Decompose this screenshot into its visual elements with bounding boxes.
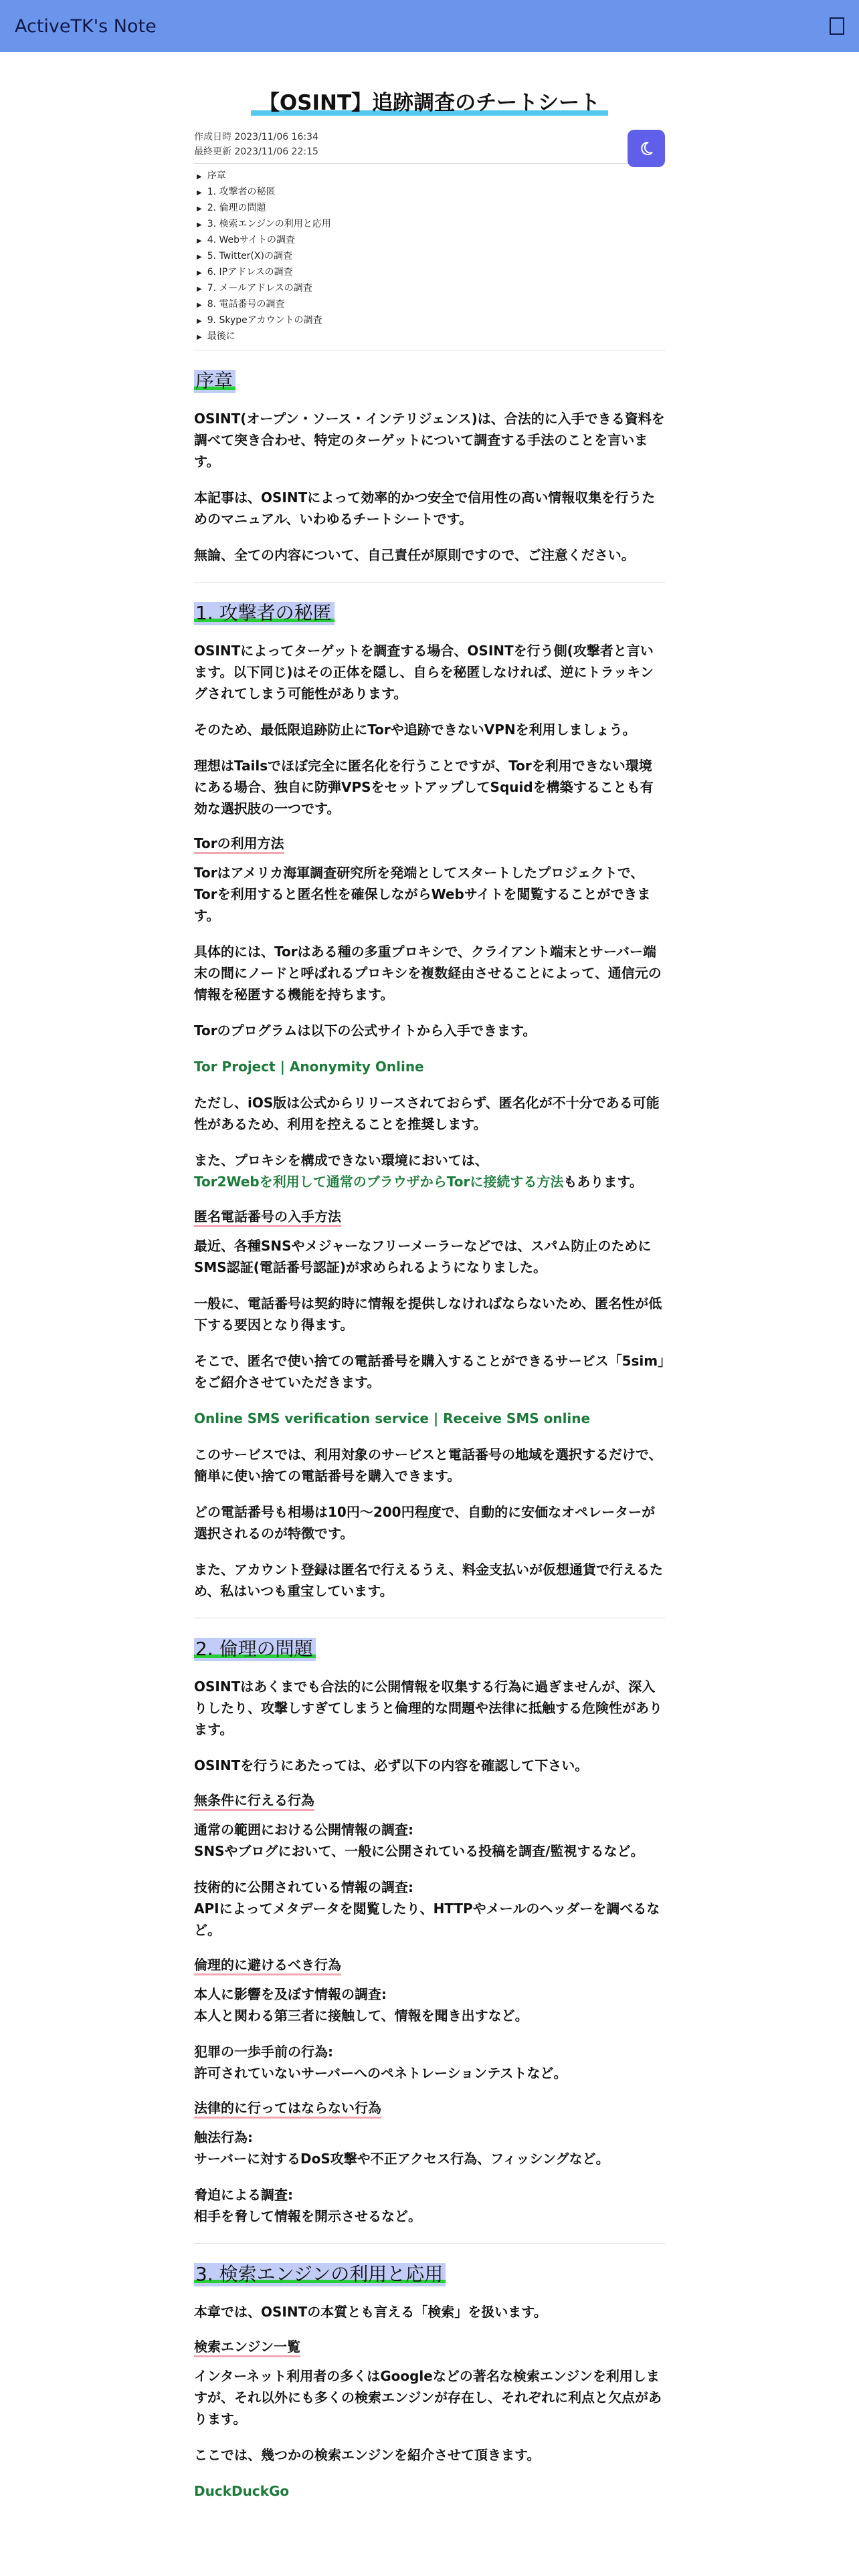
paragraph: 無論、全ての内容について、自己責任が原則ですので、ご注意ください。: [194, 547, 635, 563]
moon-icon: [638, 140, 654, 156]
paragraph: 犯罪の一歩手前の行為: 許可されていないサーバーへのペネトレーションテストなど。: [194, 2044, 567, 2081]
subheading-tor-usage: Torの利用方法: [194, 834, 665, 853]
paragraph: インターネット利用者の多くはGoogleなどの著名な検索エンジンを利用しますが、それ以外にも多くの検索エンジンが存在し、それぞれに利点と欠点があります。: [194, 2368, 662, 2427]
menu-icon[interactable]: [830, 17, 844, 35]
section-heading-attacker-concealment: 1. 攻撃者の秘匿: [194, 600, 665, 627]
page-title: 【OSINT】追跡調査のチートシート: [251, 86, 608, 118]
paragraph: そのため、最低限追跡防止にTorや追跡できないVPNを利用しましょう。: [194, 722, 636, 738]
paragraph: ただし、iOS版は公式からリリースされておらず、匿名化が不十分である可能性があるため、利用を控えることを推奨します。: [194, 1095, 660, 1132]
paragraph: 本章では、OSINTの本質とも言える「検索」を扱います。: [194, 2304, 547, 2320]
article: [194, 52, 665, 2516]
toc-item[interactable]: ▶ 6. IPアドレスの調査: [197, 267, 293, 278]
site-title[interactable]: ActiveTK's Note: [15, 15, 157, 37]
expand-triangle-icon: ▶: [197, 334, 202, 341]
toc-item[interactable]: ▶ 9. Skypeアカウントの調査: [197, 315, 322, 326]
tor2web-link[interactable]: Tor2Webを利用して通常のブラウザからTorに接続する方法: [194, 1174, 564, 1190]
toc-item[interactable]: ▶ 5. Twitter(X)の調査: [197, 251, 292, 261]
section-heading-ethics: 2. 倫理の問題: [194, 1636, 665, 1662]
paragraph: そこで、匿名で使い捨ての電話番号を購入することができるサービス「5sim」をご紹介させていただきます。: [194, 1353, 665, 1390]
subheading-illegal-acts: 法律的に行ってはならない行為: [194, 2099, 665, 2117]
paragraph: 本人に影響を及ぼす情報の調査: 本人と関わる第三者に接触して、情報を聞き出すなど。: [194, 1986, 529, 2024]
paragraph: 最近、各種SNSやメジャーなフリーメーラーなどでは、スパム防止のためにSMS認証(電話番号認証)が求められるようになりました。: [194, 1238, 652, 1275]
paragraph: OSINT(オープン・ソース・インテリジェンス)は、合法的に入手できる資料を調べて突き合わせ、特定のターゲットについて調査する手法のことを言います。: [194, 411, 665, 469]
expand-triangle-icon: ▶: [197, 286, 202, 293]
updated-date: 最終更新 2023/11/06 22:15: [194, 146, 318, 157]
expand-triangle-icon: ▶: [197, 221, 202, 229]
paragraph: Torはアメリカ海軍調査研究所を発端としてスタートしたプロジェクトで、Torを利用すると匿名性を確保しながらWebサイトを閲覧することができます。: [194, 865, 651, 924]
paragraph: OSINTを行うにあたっては、必ず以下の内容を確認して下さい。: [194, 1757, 589, 1774]
site-header: [0, 0, 859, 52]
paragraph: ここでは、幾つかの検索エンジンを紹介させて頂きます。: [194, 2447, 541, 2463]
expand-triangle-icon: ▶: [197, 189, 202, 197]
divider: [194, 2243, 665, 2244]
paragraph: どの電話番号も相場は10円〜200円程度で、自動的に安価なオペレーターが選択されるのが特徴です。: [194, 1504, 656, 1541]
toc-item[interactable]: ▶ 最後に: [197, 331, 235, 342]
expand-triangle-icon: ▶: [197, 270, 202, 277]
paragraph: 本記事は、OSINTによって効率的かつ安全で信用性の高い情報収集を行うためのマニュアル、いわゆるチートシートです。: [194, 490, 656, 527]
toc-item[interactable]: ▶ 1. 攻撃者の秘匿: [197, 187, 276, 197]
toc-item[interactable]: ▶ 序章: [197, 171, 226, 181]
paragraph: OSINTによってターゲットを調査する場合、OSINTを行う側(攻撃者と言います。以下同じ)はその正体を隠し、自らを秘匿しなければ、逆にトラッキングされてしまう可能性があります。: [194, 643, 654, 702]
paragraph: Torのプログラムは以下の公式サイトから入手できます。: [194, 1023, 537, 1039]
paragraph: 脅迫による調査: 相手を脅して情報を開示させるなど。: [194, 2187, 421, 2224]
paragraph: 理想はTailsでほぼ完全に匿名化を行うことですが、Torを利用できない環境にある場合、独自に防弾VPSをセットアップしてSquidを構築することも有効な選択肢の一つです。: [194, 758, 654, 817]
toc-item[interactable]: ▶ 7. メールアドレスの調査: [197, 283, 312, 294]
subheading-anonymous-phone: 匿名電話番号の入手方法: [194, 1207, 665, 1226]
created-date: 作成日時 2023/11/06 16:34: [194, 132, 318, 142]
dark-mode-toggle-button[interactable]: [628, 130, 665, 167]
toc-item[interactable]: ▶ 2. 倫理の問題: [197, 203, 266, 213]
paragraph: また、アカウント登録は匿名で行えるうえ、料金支払いが仮想通貨で行えるため、私はいつも重宝しています。: [194, 1562, 663, 1599]
article-meta: [194, 130, 665, 163]
subheading-search-engine-list: 検索エンジン一覧: [194, 2337, 665, 2356]
paragraph: このサービスでは、利用対象のサービスと電話番号の地域を選択するだけで、簡単に使い捨ての電話番号を購入できます。: [194, 1446, 662, 1484]
expand-triangle-icon: ▶: [197, 318, 202, 325]
paragraph: OSINTはあくまでも合法的に公開情報を収集する行為に過ぎませんが、深入りしたり、攻撃しすぎてしまうと倫理的な問題や法律に抵触する危険性があります。: [194, 1679, 662, 1737]
table-of-contents: [194, 168, 665, 344]
toc-item[interactable]: ▶ 3. 検索エンジンの利用と応用: [197, 219, 331, 229]
toc-item[interactable]: ▶ 8. 電話番号の調査: [197, 299, 285, 310]
expand-triangle-icon: ▶: [197, 302, 202, 309]
paragraph: また、プロキシを構成できない環境においては、 Tor2Webを利用して通常のブラウザからTorに接続する方法もあります。: [194, 1152, 643, 1190]
paragraph: 一般に、電話番号は契約時に情報を提供しなければならないため、匿名性が低下する要因となり得ます。: [194, 1295, 662, 1333]
subheading-allowed-acts: 無条件に行える行為: [194, 1791, 665, 1810]
subheading-avoid-acts: 倫理的に避けるべき行為: [194, 1955, 665, 1974]
section-heading-intro: 序章: [194, 368, 665, 395]
duckduckgo-link[interactable]: DuckDuckGo: [194, 2483, 290, 2499]
tor-project-link[interactable]: Tor Project | Anonymity Online: [194, 1059, 424, 1075]
paragraph: 触法行為: サーバーに対するDoS攻撃や不正アクセス行為、フィッシングなど。: [194, 2129, 609, 2167]
section-heading-search-engines: 3. 検索エンジンの利用と応用: [194, 2261, 665, 2288]
paragraph: 技術的に公開されている情報の調査: APIによってメタデータを閲覧したり、HTTPやメールのヘッダーを調べるなど。: [194, 1879, 660, 1938]
expand-triangle-icon: ▶: [197, 205, 202, 213]
sms-service-link[interactable]: Online SMS verification service | Receive SMS online: [194, 1410, 591, 1426]
expand-triangle-icon: ▶: [197, 237, 202, 245]
expand-triangle-icon: ▶: [197, 253, 202, 261]
divider: [194, 163, 665, 164]
toc-item[interactable]: ▶ 4. Webサイトの調査: [197, 235, 296, 245]
paragraph: 通常の範囲における公開情報の調査: SNSやブログにおいて、一般に公開されている投稿を調査/監視するなど。: [194, 1822, 644, 1859]
paragraph: 具体的には、Torはある種の多重プロキシで、クライアント端末とサーバー端末の間にノードと呼ばれるプロキシを複数経由させることによって、通信元の情報を秘匿する機能を持ちます。: [194, 944, 662, 1002]
expand-triangle-icon: ▶: [197, 173, 202, 181]
